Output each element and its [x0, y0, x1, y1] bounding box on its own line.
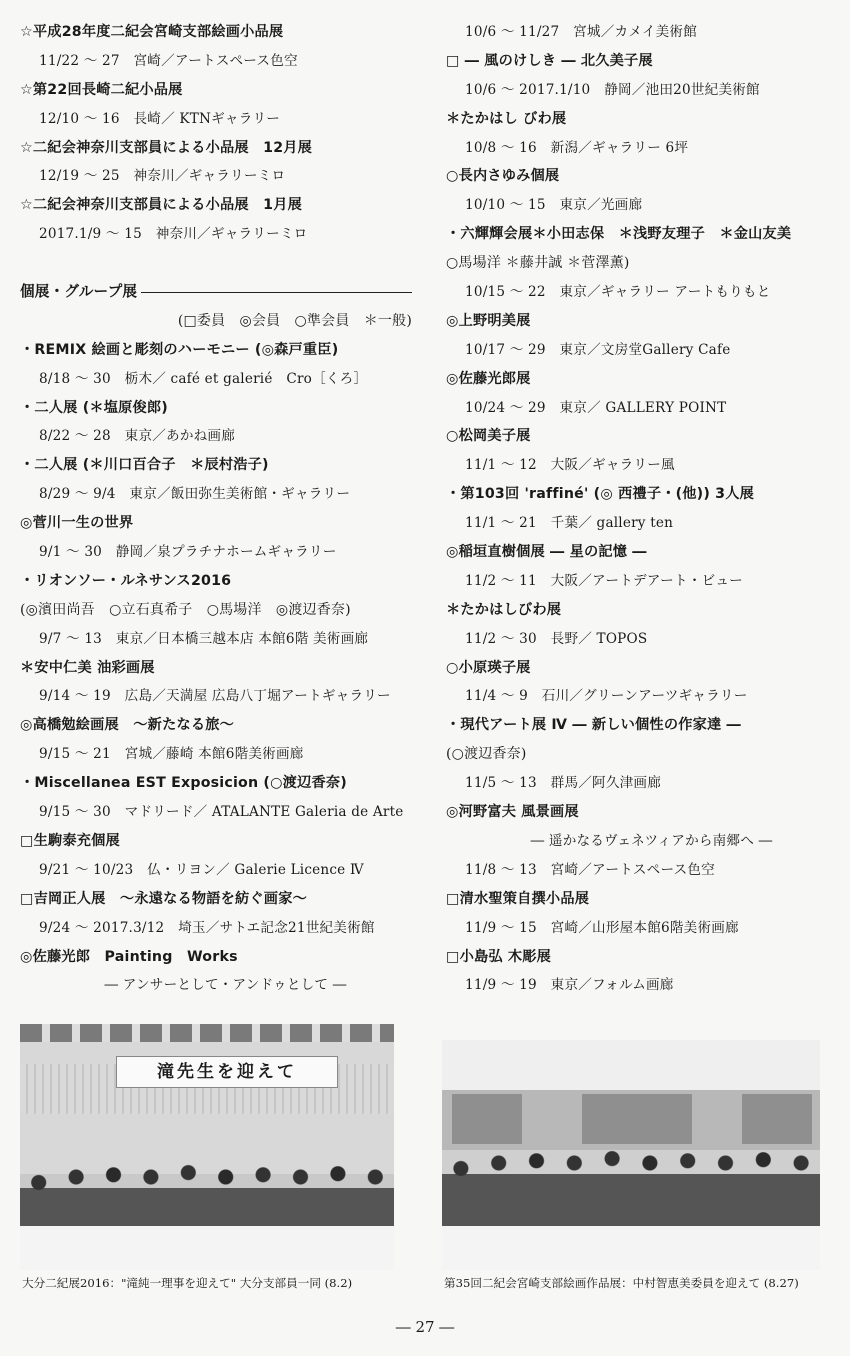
exhibition-dates-venue: 10/6 ～ 11/27 宮城／カメイ美術館 — [465, 24, 698, 40]
exhibition-title: ＊たかはしびわ展 — [446, 601, 562, 618]
exhibition-title: ・第103回 'raffiné' (◎ 西禮子・(他)) 3人展 — [446, 486, 755, 503]
exhibition-title: ・二人展 (＊塩原俊郎) — [20, 399, 168, 416]
exhibition-subtitle: ― アンサーとして・アンドゥとして ― — [104, 977, 347, 994]
exhibition-dates-venue: 9/7 ～ 13 東京／日本橋三越本店 本館6階 美術画廊 — [39, 630, 369, 647]
exhibition-dates-venue: 9/21 ～ 10/23 仏・リヨン／ Galerie Licence Ⅳ — [39, 861, 364, 878]
exhibition-title: ・六輝輝会展＊小田志保 ＊浅野友理子 ＊金山友美 — [446, 226, 792, 243]
group-photo-oita — [20, 1024, 394, 1270]
exhibition-title: ◎佐藤光郎 Painting Works — [20, 948, 238, 965]
exhibition-title: ・REMIX 絵画と彫刻のハーモニー (◎森戸重臣) — [20, 341, 339, 358]
exhibition-dates-venue: 11/2 ～ 30 長野／ TOPOS — [465, 630, 648, 647]
exhibition-dates-venue: 11/22 ～ 27 宮崎／アートスペース色空 — [39, 52, 298, 69]
exhibition-subtitle: (○渡辺香奈) — [446, 746, 527, 763]
exhibition-subtitle: (◎濱田尚吾 ○立石真希子 ○馬場洋 ◎渡辺香奈) — [20, 601, 351, 618]
exhibition-dates-venue: 12/10 ～ 16 長崎／ KTNギャラリー — [39, 110, 281, 127]
exhibition-dates-venue: 9/1 ～ 30 静岡／泉プラチナホームギャラリー — [39, 544, 337, 561]
exhibition-title: ・Miscellanea EST Exposicion (○渡辺香奈) — [20, 775, 347, 792]
exhibition-title: ☆二紀会神奈川支部員による小品展 1月展 — [20, 197, 302, 214]
exhibition-title: □ ― 風のけしき ― 北久美子展 — [446, 52, 653, 69]
exhibition-title: ☆平成28年度二紀会宮崎支部絵画小品展 — [20, 24, 284, 40]
exhibition-title: ＊安中仁美 油彩画展 — [20, 659, 155, 676]
exhibition-dates-venue: 10/6 ～ 2017.1/10 静岡／池田20世紀美術館 — [465, 81, 760, 98]
exhibition-dates-venue: 11/9 ～ 19 東京／フォルム画廊 — [465, 977, 674, 994]
exhibition-title: □吉岡正人展 ～永遠なる物語を紡ぐ画家～ — [20, 890, 307, 907]
spacer — [20, 249, 412, 278]
exhibition-dates-venue: 11/2 ～ 11 大阪／アートデアート・ビュー — [465, 572, 743, 589]
exhibition-title: ・現代アート展 Ⅳ ― 新しい個性の作家達 ― — [446, 717, 741, 734]
exhibition-dates-venue: 9/15 ～ 30 マドリード／ ATALANTE Galeria de Arte — [39, 804, 404, 821]
exhibition-dates-venue: 8/18 ～ 30 栃木／ café et galerié Cro［くろ］ — [39, 370, 368, 387]
exhibition-title: ◎高橋勉絵画展 ～新たなる旅～ — [20, 717, 235, 734]
exhibition-dates-venue: 11/4 ～ 9 石川／グリーンアーツギャラリー — [465, 688, 748, 705]
exhibition-title: □小島弘 木彫展 — [446, 948, 552, 965]
exhibition-dates-venue: 11/1 ～ 12 大阪／ギャラリー風 — [465, 457, 675, 474]
section-rule — [141, 292, 412, 293]
membership-legend: (□委員 ◎会員 ○準会員 ＊一般) — [177, 312, 412, 329]
exhibition-dates-venue: 10/8 ～ 16 新潟／ギャラリー 6坪 — [465, 139, 689, 156]
section-heading-text: 個展・グループ展 — [20, 283, 138, 301]
left-column — [20, 18, 412, 1000]
exhibition-dates-venue: 9/14 ～ 19 広島／天満屋 広島八丁堀アートギャラリー — [39, 688, 391, 705]
page-number: ― 27 ― — [395, 1318, 455, 1336]
group-photo-miyazaki — [442, 1040, 820, 1270]
exhibition-title: □生駒泰充個展 — [20, 832, 120, 849]
exhibition-dates-venue: 12/19 ～ 25 神奈川／ギャラリーミロ — [39, 168, 286, 185]
exhibition-title: ◎稲垣直樹個展 ― 星の記憶 ― — [446, 544, 647, 561]
exhibition-dates-venue: 10/10 ～ 15 東京／光画廊 — [465, 197, 643, 214]
exhibition-title: ・二人展 (＊川口百合子 ＊辰村浩子) — [20, 457, 269, 474]
exhibition-title: ◎河野富夫 風景画展 — [446, 804, 579, 821]
exhibition-title: ◎菅川一生の世界 — [20, 515, 134, 532]
exhibition-title: □清水聖策自撰小品展 — [446, 890, 590, 907]
exhibition-dates-venue: 10/24 ～ 29 東京／ GALLERY POINT — [465, 399, 727, 416]
exhibition-dates-venue: 8/29 ～ 9/4 東京／飯田弥生美術館・ギャラリー — [39, 486, 351, 503]
exhibition-title: ◎上野明美展 — [446, 312, 531, 329]
exhibition-title: ☆第22回長崎二紀小品展 — [20, 81, 183, 98]
photo-caption: 第35回二紀会宮崎支部絵画作品展：中村智恵美委員を迎えて (8.27) — [444, 1276, 799, 1290]
section-heading — [20, 278, 412, 307]
exhibition-title: ○小原瑛子展 — [446, 659, 531, 676]
exhibition-dates-venue: 9/15 ～ 21 宮城／藤崎 本館6階美術画廊 — [39, 746, 304, 763]
exhibition-title: ○松岡美子展 — [446, 428, 531, 445]
exhibition-subtitle: ○馬場洋 ＊藤井誠 ＊菅澤薫) — [446, 255, 630, 272]
exhibition-subtitle: ― 遥かなるヴェネツィアから南郷へ ― — [530, 832, 773, 849]
exhibition-dates-venue: 10/15 ～ 22 東京／ギャラリー アートもりもと — [465, 284, 771, 301]
exhibition-dates-venue: 9/24 ～ 2017.3/12 埼玉／サトエ記念21世紀美術館 — [39, 919, 375, 936]
exhibition-title: ◎佐藤光郎展 — [446, 370, 531, 387]
exhibition-dates-venue: 11/8 ～ 13 宮崎／アートスペース色空 — [465, 861, 715, 878]
exhibition-title: ○長内さゆみ個展 — [446, 168, 560, 185]
exhibition-dates-venue: 11/1 ～ 21 千葉／ gallery ten — [465, 515, 674, 532]
table-cloth — [20, 1226, 394, 1270]
exhibition-title: ・リオンソー・ルネサンス2016 — [20, 572, 232, 589]
photo-banner: 滝先生を迎えて — [116, 1056, 338, 1088]
exhibition-dates-venue: 11/5 ～ 13 群馬／阿久津画廊 — [465, 775, 662, 792]
photo-caption: 大分二紀展2016："滝純一理事を迎えて" 大分支部員一同 (8.2) — [22, 1276, 353, 1290]
exhibition-dates-venue: 8/22 ～ 28 東京／あかね画廊 — [39, 428, 236, 445]
ceiling-lights — [20, 1024, 394, 1042]
people-group — [442, 1130, 820, 1240]
exhibition-title: ＊たかはし びわ展 — [446, 110, 567, 127]
right-column — [446, 18, 838, 1000]
exhibition-dates-venue: 11/9 ～ 15 宮崎／山形屋本館6階美術画廊 — [465, 919, 739, 936]
exhibition-title: ☆二紀会神奈川支部員による小品展 12月展 — [20, 139, 313, 156]
floor — [442, 1226, 820, 1270]
exhibition-dates-venue: 2017.1/9 ～ 15 神奈川／ギャラリーミロ — [39, 226, 308, 243]
exhibition-dates-venue: 10/17 ～ 29 東京／文房堂Gallery Cafe — [465, 341, 731, 358]
